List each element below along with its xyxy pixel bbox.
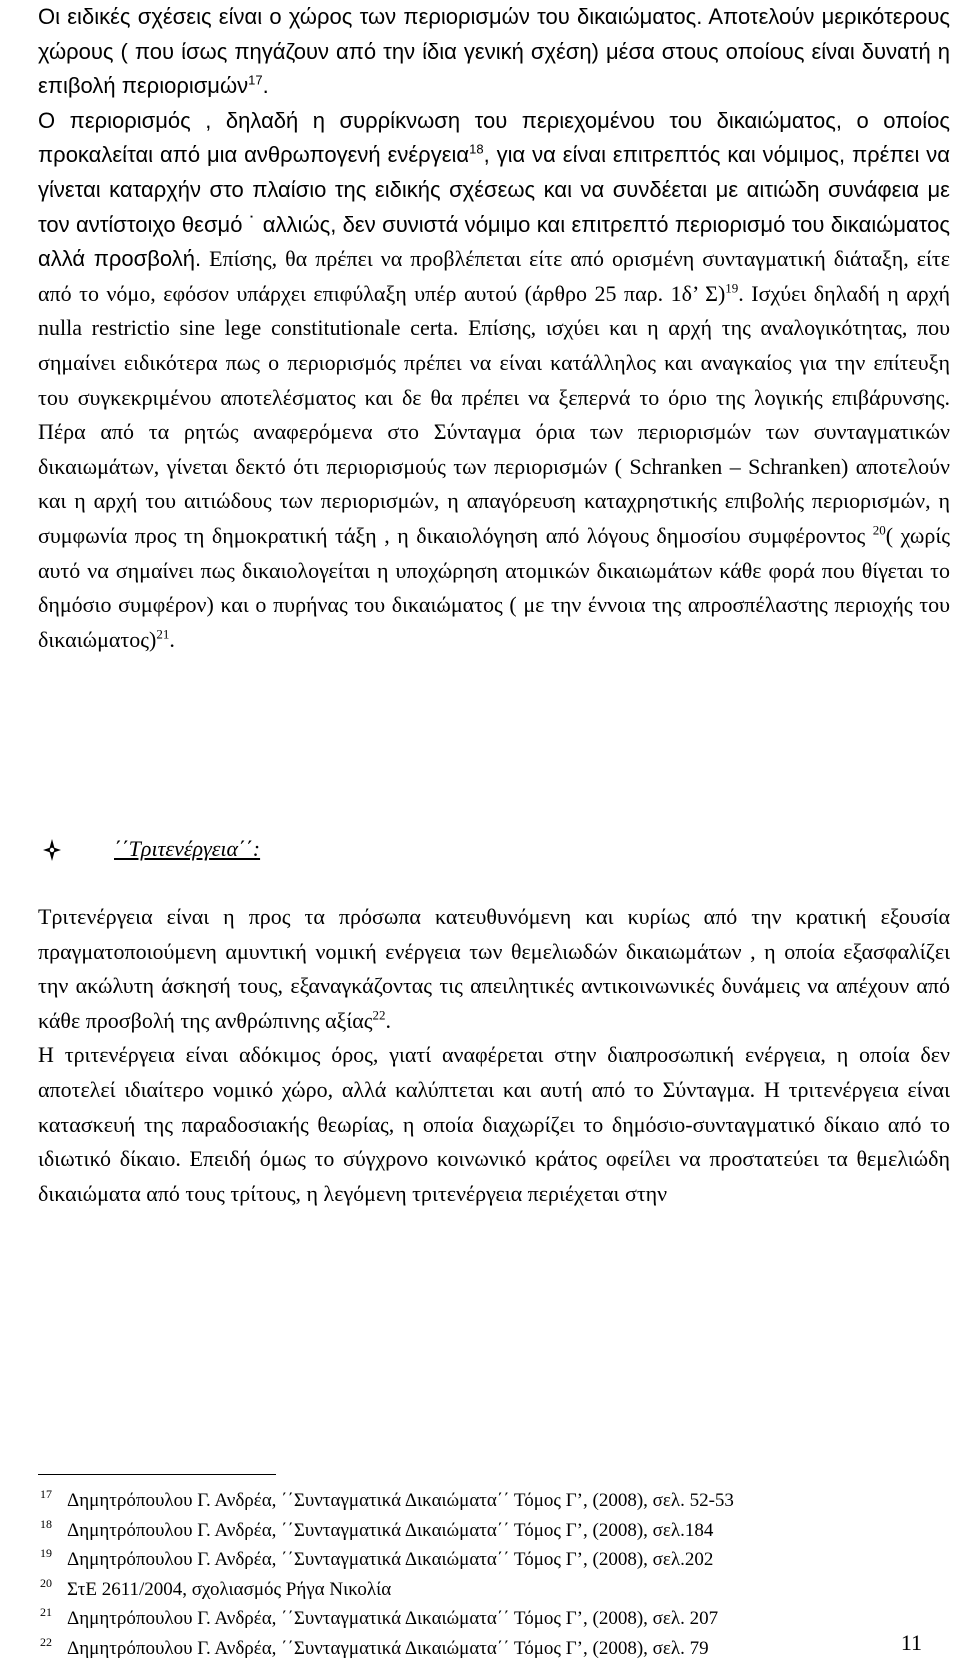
- paragraph-text: .: [169, 626, 175, 652]
- footnote-number: 17: [40, 1487, 52, 1501]
- footnote: [38, 1604, 950, 1634]
- footnote-number: 22: [40, 1634, 52, 1649]
- footnote: [38, 1634, 950, 1664]
- footnote-ref: 21: [156, 626, 170, 642]
- footnote-number: 19: [40, 1546, 52, 1560]
- footnote-list: [38, 1486, 950, 1663]
- paragraph-text: Ο περιορισμός , δηλαδή η συρρίκνωση του περιεχομένου του δικαιώματος, ο οποίος προκαλείται από μια ανθρωπογενή ενέργεια: [38, 107, 950, 168]
- footnote: [38, 1486, 950, 1516]
- footnote-text: Δημητρόπουλου Γ. Ανδρέα, ΄΄Συνταγματικά Δικαιώματα΄΄ Τόμος Γ’, (2008), σελ.202: [67, 1549, 714, 1570]
- paragraph-special-relations: [38, 0, 950, 104]
- section-text: [38, 900, 950, 1211]
- paragraph-text: .: [262, 73, 269, 99]
- page-number: 11: [900, 1630, 922, 1655]
- paragraph-text: Τριτενέργεια είναι η προς τα πρόσωπα κατευθυνόμενη και κυρίως από την κρατική εξουσία πραγματοποιούμενη αμυντική νομική ενέργεια των θεμελιωδών δικαιωμάτων , η οποία εξασφαλίζει την ακώλυτη άσκησή τους, εξαναγκάζοντας τις απειλητικές αντικοινωνικές δυνάμεις να απέχουν από κάθε προσβολή της ανθρώπινης αξίας: [38, 904, 950, 1033]
- paragraph-text: . Ισχύει δηλαδή η αρχή nulla restrictio sine lege constitutionale certa. Επίσης, ισχύει και η αρχή της αναλογικότητας, που σημαίνει ειδικότερα πως ο περιορισμός πρέπει να είναι κατάλληλος και αναγκαίος για την επίτευξη του συγκεκριμένου αποτελέσματος και δε θα πρέπει να ξεπερνά το όριο της λογικής επιβάρυνσης. Πέρα από τα ρητώς αναφερόμενα στο Σύνταγμα όρια των περιορισμών των συνταγματικών δικαιωμάτων, γίνεται δεκτό ότι περιορισμούς των περιορισμών ( Schranken – Schranken) αποτελούν και η αρχή του αιτιώδους των περιορισμών, η απαγόρευση καταχρηστικής επιβολής περιορισμών, η συμφωνία προς τη δημοκρατική τάξη , η δικαιολόγηση από λόγους δημοσίου συμφέροντος: [38, 280, 950, 548]
- paragraph-third-party-discussion: Η τριτενέργεια είναι αδόκιμος όρος, γιατί αναφέρεται στην διαπροσωπική ενέργεια, η οποία δεν αποτελεί ιδιαίτερο νομικό χώρο, αλλά καλύπτεται και αυτή από το Σύνταγμα. Η τριτενέργεια είναι κατασκευή της παραδοσιακής θεωρίας, η οποία διαχωρίζει το δημόσιο-συνταγματικό δίκαιο από το ιδιωτικό δίκαιο. Επειδή όμως το σύγχρονο κοινωνικό κράτος οφείλει να προστατεύει τα θεμελιώδη δικαιώματα από τους τρίτους, η λεγόμενη τριτενέργεια περιέχεται στην: [38, 1042, 950, 1206]
- paragraph-restriction: [38, 104, 950, 658]
- footnote: [38, 1545, 950, 1575]
- section-heading: [38, 834, 950, 870]
- heading-title: ΄΄Τριτενέργεια΄΄:: [114, 836, 261, 861]
- footnote-divider: [38, 1474, 276, 1475]
- paragraph-third-party-definition: [38, 900, 950, 1038]
- paragraph-text: Επίσης, θα πρέπει να προβλέπεται είτε από ορισμένη συνταγματική διάταξη, είτε από το νόμο, εφόσον υπάρχει επιφύλαξη υπέρ αυτού (άρθρο 25 παρ. 1δ’ Σ): [38, 246, 950, 306]
- footnote-text: Δημητρόπουλου Γ. Ανδρέα, ΄΄Συνταγματικά Δικαιώματα΄΄ Τόμος Γ’, (2008), σελ. 52-53: [67, 1490, 734, 1511]
- paragraph-text: .: [385, 1007, 392, 1033]
- footnote-text: Δημητρόπουλου Γ. Ανδρέα, ΄΄Συνταγματικά Δικαιώματα΄΄ Τόμος Γ’, (2008), σελ. 207: [67, 1608, 719, 1629]
- footnote-number: 21: [40, 1605, 52, 1619]
- footnote-ref: 17: [248, 72, 263, 88]
- paragraph-text: Οι ειδικές σχέσεις είναι ο χώρος των περιορισμών του δικαιώματος. Αποτελούν μερικότερους χώρους ( που ίσως πηγάζουν από την ίδια γενική σχέση) μέσα στους οποίους είναι δυνατή η επιβολή περιορισμών: [38, 4, 950, 99]
- footnote: [38, 1575, 950, 1605]
- paragraph-text: , για να είναι επιτρεπτός και νόμιμος, πρέπει να γίνεται καταρχήν στο πλαίσιο της ειδικής σχέσεως και να συνδέεται με αιτιώδη συνάφεια με τον αντίστοιχο θεσμό ˙ αλλιώς, δεν συνιστά νόμιμο και επιτρεπτό περιορισμό του δικαιώματος αλλά προσβολή.: [38, 142, 950, 272]
- footnote-text: ΣτΕ 2611/2004, σχολιασμός Ρήγα Νικολία: [67, 1578, 392, 1600]
- footnote-number: 20: [40, 1575, 52, 1590]
- footnote-ref: 19: [725, 280, 739, 296]
- footnote-number: 18: [40, 1516, 52, 1531]
- footnote-ref: 22: [372, 1007, 386, 1023]
- footnote-text: Δημητρόπουλου Γ. Ανδρέα, ΄΄Συνταγματικά Δικαιώματα΄΄ Τόμος Γ’, (2008), σελ.184: [67, 1519, 714, 1541]
- footnote-ref: 20: [872, 522, 886, 538]
- diamond-bullet-icon: [42, 838, 62, 862]
- footnote-ref: 18: [469, 142, 484, 158]
- footnote: [38, 1516, 950, 1546]
- intro-text: [38, 0, 950, 657]
- footnote-text: Δημητρόπουλου Γ. Ανδρέα, ΄΄Συνταγματικά Δικαιώματα΄΄ Τόμος Γ’, (2008), σελ. 79: [67, 1637, 709, 1659]
- paragraph-text: ( χωρίς αυτό να σημαίνει πως δικαιολογείται η υποχώρηση ατομικών δικαιωμάτων κάθε φορά που θίγεται το δημόσιο συμφέρον) και ο πυρήνας του δικαιώματος ( με την έννοια της απροσπέλαστης περιοχής του δικαιώματος): [38, 522, 950, 652]
